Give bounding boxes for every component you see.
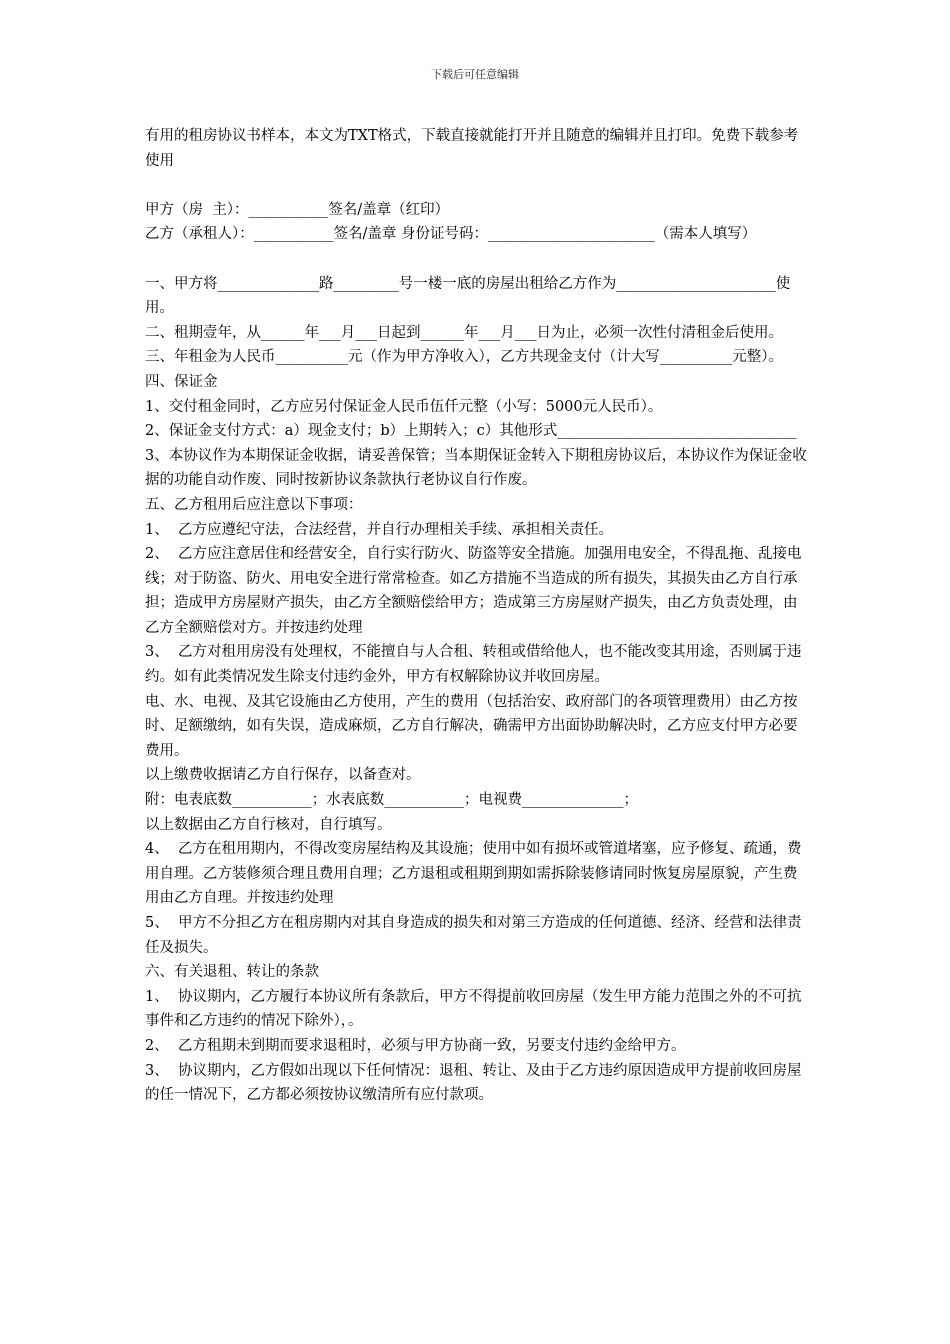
notice-item-1: 1、 乙方应遵纪守法，合法经营，并自行办理相关手续、承担相关责任。 xyxy=(145,521,613,538)
blank-line xyxy=(145,247,810,272)
clause-1: 一、甲方将______________路_________号一楼一底的房屋出租给乙方作为______________________使用。 xyxy=(145,275,791,317)
section-5-heading: 五、乙方租用后应注意以下事项： xyxy=(145,496,363,513)
notice-item-4: 4、 乙方在租用期内，不得改变房屋结构及其设施；使用中如有损坏或管道堵塞，应予修复、疏通，费用自理。乙方装修须合理且费用自理；乙方退租或租期到期如需拆除装修请同时恢复房屋原貌，产生费用由乙方自理。并按违约处理 xyxy=(145,841,802,907)
deposit-item-2: 2、保证金支付方式：a）现金支付；b）上期转入；c）其他形式_________________________________ xyxy=(145,423,797,440)
party-a-line: 甲方（房 主）：___________签名/盖章（红印） xyxy=(145,201,450,218)
termination-item-1: 1、 协议期内，乙方履行本协议所有条款后，甲方不得提前收回房屋（发生甲方能力范围之外的不可抗事件和乙方违约的情况下除外），。 xyxy=(145,988,802,1030)
deposit-item-3: 3、本协议作为本期保证金收据，请妥善保管；当本期保证金转入下期租房协议后，本协议作为保证金收据的功能自动作废、同时按新协议条款执行老协议自行作废。 xyxy=(145,447,807,489)
notice-item-3: 3、 乙方对租用房没有处理权，不能擅自与人合租、转租或借给他人，也不能改变其用途，否则属于违约。如有此类情况发生除支付违约金外，甲方有权解除协议并收回房屋。 xyxy=(145,644,802,686)
page-header: 下载后可任意编辑 xyxy=(431,68,519,81)
termination-item-2: 2、 乙方租期未到期而要求退租时，必须与甲方协商一致，另要支付违约金给甲方。 xyxy=(145,1037,686,1054)
intro-paragraph: 有用的租房协议书样本，本文为TXT格式，下载直接就能打开并且随意的编辑并且打印。免费下载参考使用 xyxy=(145,128,799,169)
notice-item-2: 2、 乙方应注意居住和经营安全，自行实行防火、防盗等安全措施。加强用电安全，不得乱拖、乱接电线；对于防盗、防火、用电安全进行常常检查。如乙方措施不当造成的所有损失，其损失由乙方自行承担；造成甲方房屋财产损失，由乙方全额赔偿给甲方；造成第三方房屋财产损失，由乙方负责处理，由乙方全额赔偿对方。并按违约处理 xyxy=(145,546,802,636)
notice-item-5: 5、 甲方不分担乙方在租房期内对其自身造成的损失和对第三方造成的任何道德、经济、经营和法律责任及损失。 xyxy=(145,915,802,956)
termination-item-3: 3、 协议期内，乙方假如出现以下任何情况：退租、转让、及由于乙方违约原因造成甲方提前收回房屋的任一情况下，乙方都必须按协议缴清所有应付款项。 xyxy=(145,1062,802,1104)
section-6-heading: 六、有关退租、转让的条款 xyxy=(145,964,319,981)
meter-readings-note: 以上数据由乙方自行核对，自行填写。 xyxy=(145,816,392,833)
meter-readings-line: 附：电表底数___________；水表底数___________；电视费______________； xyxy=(145,792,638,809)
section-4-heading: 四、保证金 xyxy=(145,373,218,390)
clause-3: 三、年租金为人民币__________元（作为甲方净收入），乙方共现金支付（计大写__________元整）。 xyxy=(145,349,783,366)
utilities-paragraph: 电、水、电视、及其它设施由乙方使用，产生的费用（包括治安、政府部门的各项管理费用）由乙方按时、足额缴纳，如有失误，造成麻烦，乙方自行解决，确需甲方出面协助解决时，乙方应支付甲方必要费用。 xyxy=(145,693,798,759)
blank-line xyxy=(145,173,810,198)
document-body xyxy=(145,124,810,1108)
deposit-item-1: 1、交付租金同时，乙方应另付保证金人民币伍仟元整（小写：5000元人民币）。 xyxy=(145,398,663,415)
clause-2: 二、租期壹年，从______年___月___日起到______年___月___日为止，必须一次性付清租金后使用。 xyxy=(145,324,783,341)
receipt-note: 以上缴费收据请乙方自行保存，以备查对。 xyxy=(145,767,421,784)
party-b-line: 乙方（承租人）：___________签名/盖章 身份证号码：_______________________（需本人填写） xyxy=(145,226,757,243)
